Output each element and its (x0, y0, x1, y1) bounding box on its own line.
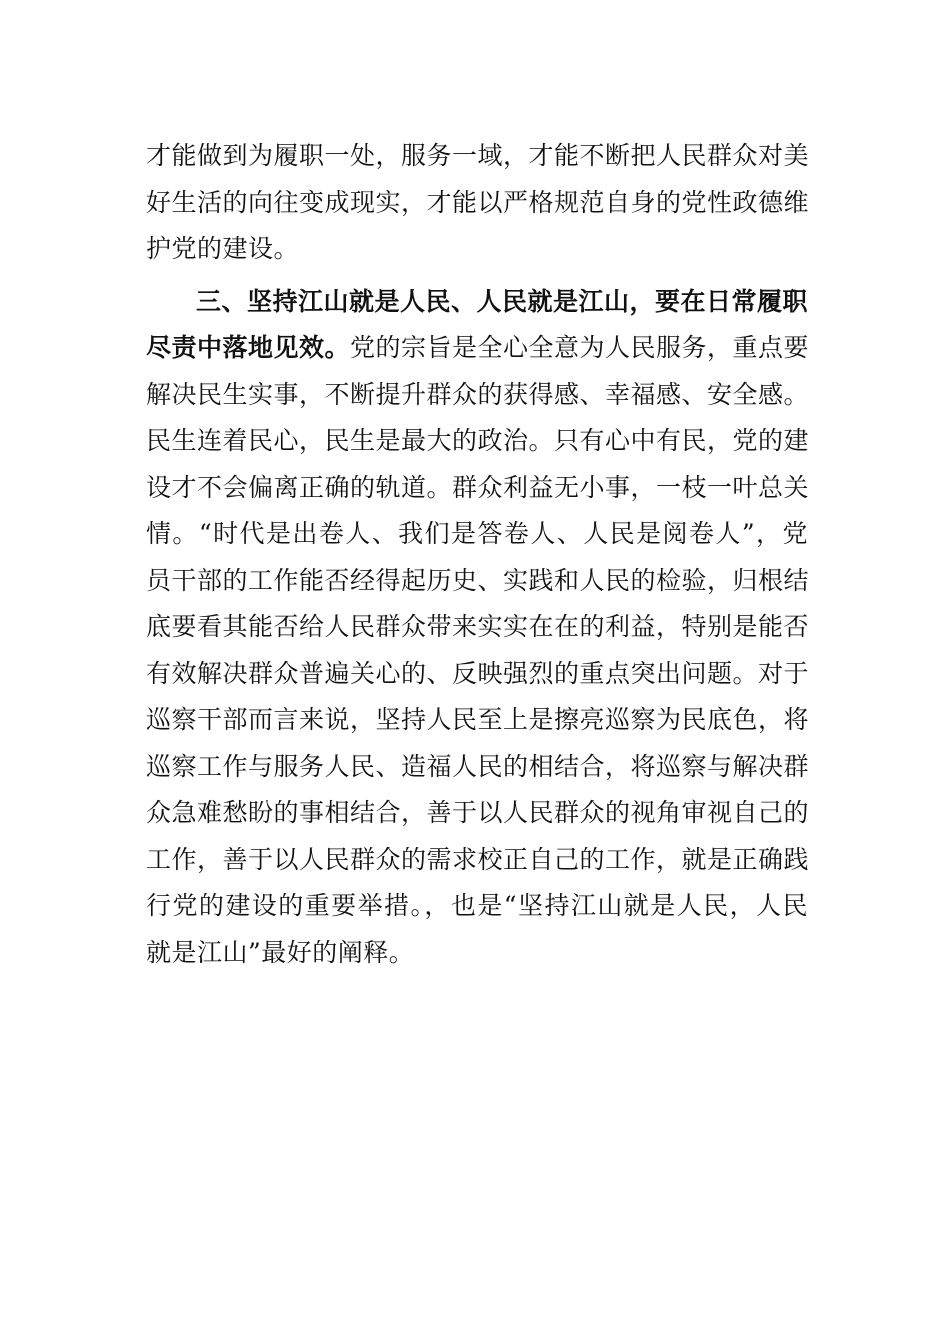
paragraph-line (146, 325, 808, 372)
paragraph-2 (146, 279, 808, 977)
paragraph-line: 情。“时代是出卷人、我们是答卷人、人民是阅卷人”，党 (146, 519, 808, 548)
paragraph-line: 工作，善于以人民群众的需求校正自己的工作，就是正确践 (146, 844, 810, 874)
paragraph-line: 解决民生实事，不断提升群众的获得感、幸福感、安全感。 (146, 379, 810, 409)
paragraph-line: 民生连着民心，民生是最大的政治。只有心中有民，党的建 (146, 426, 810, 455)
document-body (146, 133, 808, 976)
paragraph-line: 设才不会偏离正确的轨道。群众利益无小事，一枝一叶总关 (146, 472, 810, 502)
paragraph-line: 才能做到为履职一处，服务一域，才能不断把人民群众对美 (146, 141, 810, 170)
paragraph-line: 巡察干部而言来说，坚持人民至上是擦亮巡察为民底色，将 (146, 705, 810, 734)
paragraph-line: 有效解决群众普遍关心的、反映强烈的重点突出问题。对于 (146, 658, 810, 688)
paragraph-line: 行党的建设的重要举措。，也是“坚持江山就是人民，人民 (146, 891, 808, 920)
paragraph-line: 就是江山”最好的阐释。 (146, 937, 415, 967)
paragraph-text: 党的宗旨是全心全意为人民服务，重点要 (350, 333, 810, 362)
paragraph-line: 好生活的向往变成现实，才能以严格规范自身的党性政德维 (146, 187, 810, 217)
paragraph-line: 巡察工作与服务人民、造福人民的相结合，将巡察与解决群 (146, 751, 810, 781)
section-heading-end: 尽责中落地见效。 (146, 333, 351, 362)
paragraph-line: 底要看其能否给人民群众带来实实在在的利益，特别是能否 (146, 612, 810, 641)
paragraph-1 (146, 133, 808, 273)
paragraph-line: 护党的建设。 (146, 234, 300, 263)
paragraph-line: 众急难愁盼的事相结合，善于以人民群众的视角审视自己的 (146, 798, 810, 827)
paragraph-line: 员干部的工作能否经得起历史、实践和人民的检验，归根结 (146, 565, 810, 595)
section-heading: 三、坚持江山就是人民、人民就是江山，要在日常履职 (196, 286, 809, 316)
